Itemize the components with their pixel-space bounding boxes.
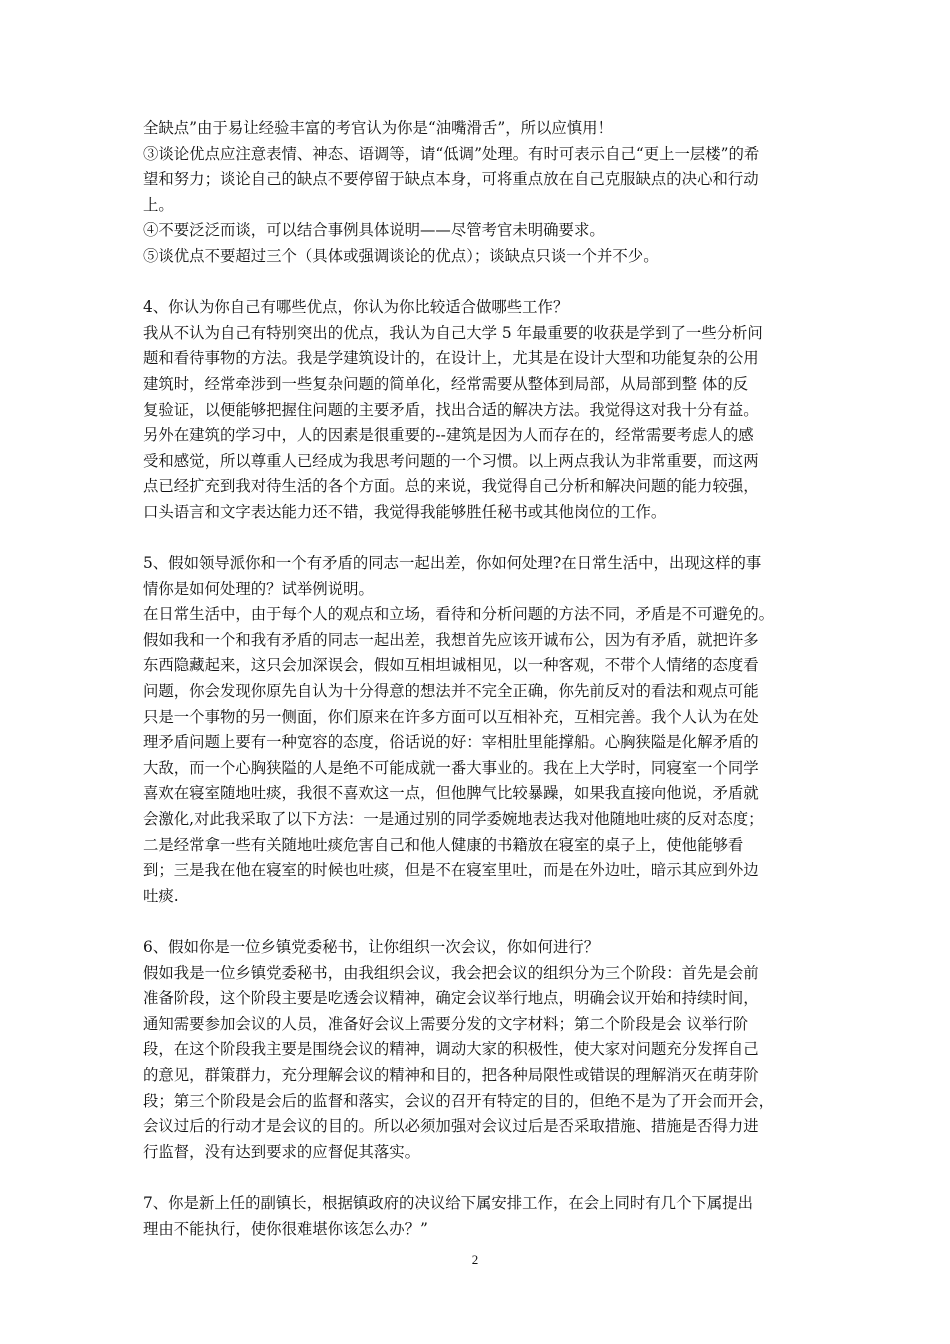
text-line: 到；三是我在他在寝室的时候也吐痰，但是不在寝室里吐，而是在外边吐，暗示其应到外边 [143, 861, 759, 880]
text-line: 喜欢在寝室随地吐痰，我很不喜欢这一点，但他脾气比较暴躁，如果我直接向他说，矛盾就 [143, 784, 759, 803]
question-heading: 理由不能执行，使你很难堪你该怎么办？” [143, 1219, 428, 1238]
paragraph-gap [143, 526, 811, 552]
text-line: 只是一个事物的另一侧面，你们原来在许多方面可以互相补充，互相完善。我个人认为在处 [143, 707, 759, 726]
text-line: 假如我和一个和我有矛盾的同志一起出差，我想首先应该开诚布公，因为有矛盾，就把许多 [143, 630, 759, 649]
text-line: 假如我是一位乡镇党委秘书，由我组织会议，我会把会议的组织分为三个阶段：首先是会前 [143, 963, 759, 982]
block-question-4 [143, 295, 811, 525]
text-line: 大敌，而一个心胸狭隘的人是绝不可能成就一番大事业的。我在上大学时，同寝室一个同学 [143, 758, 759, 777]
text-line: 二是经常拿一些有关随地吐痰危害自己和他人健康的书籍放在寝室的桌子上，使他能够看 [143, 835, 744, 854]
text-line: 在日常生活中，由于每个人的观点和立场，看待和分析问题的方法不同，矛盾是不可避免的。 [143, 605, 775, 624]
text-line: 吐痰. [143, 886, 179, 905]
block-question-7 [143, 1191, 811, 1242]
text-line: 问题，你会发现你原先自认为十分得意的想法并不完全正确，你先前反对的看法和观点可能 [143, 682, 759, 701]
text-line: 准备阶段，这个阶段主要是吃透会议精神，确定会议举行地点，明确会议开始和持续时间， [143, 989, 759, 1008]
document-body [143, 116, 811, 1242]
text-line: 受和感觉，所以尊重人已经成为我思考问题的一个习惯。以上两点我认为非常重要，而这两 [143, 451, 759, 470]
block-0 [143, 116, 811, 270]
question-heading: 6、假如你是一位乡镇党委秘书，让你组织一次会议，你如何进行？ [143, 938, 600, 956]
text-line: 的意见，群策群力，充分理解会议的精神和目的，把各种局限性或错误的理解消灭在萌芽阶 [143, 1065, 759, 1084]
block-question-5 [143, 551, 811, 909]
text-line: 行监督，没有达到要求的应督促其落实。 [143, 1142, 421, 1161]
text-line: 口头语言和文字表达能力还不错，我觉得我能够胜任秘书或其他岗位的工作。 [143, 502, 667, 521]
text-line: 题和看待事物的方法。我是学建筑设计的，在设计上，尤其是在设计大型和功能复杂的公用 [143, 349, 759, 368]
question-heading: 5、假如领导派你和一个有矛盾的同志一起出差，你如何处理?在日常生活中，出现这样的事 [143, 554, 762, 573]
text-line: 会议过后的行动才是会议的目的。所以必须加强对会议过后是否采取措施、措施是否得力进 [143, 1117, 759, 1136]
text-line: 理矛盾问题上要有一种宽容的态度，俗话说的好：宰相肚里能撑船。心胸狭隘是化解矛盾的 [143, 733, 759, 752]
text-line: 会激化,对此我采取了以下方法：一是通过别的同学委婉地表达我对他随地吐痰的反对态度； [143, 810, 764, 829]
text-line: 段；第三个阶段是会后的监督和落实，会议的召开有特定的目的，但绝不是为了开会而开会， [143, 1091, 775, 1110]
text-line: 我从不认为自己有特别突出的优点，我认为自己大学 5 年最重要的收获是学到了一些分析问 [143, 323, 763, 342]
text-line: 上。 [143, 195, 174, 214]
text-line: ⑤谈优点不要超过三个（具体或强调谈论的优点）；谈缺点只谈一个并不少。 [143, 246, 659, 265]
paragraph-gap [143, 1165, 811, 1191]
text-line: ④不要泛泛而谈，可以结合事例具体说明——尽管考官未明确要求。 [143, 221, 605, 240]
block-question-6 [143, 935, 811, 1165]
text-line: 建筑时，经常牵涉到一些复杂问题的简单化，经常需要从整体到局部，从局部到整 体的反 [143, 374, 749, 393]
text-line: 望和努力；谈论自己的缺点不要停留于缺点本身，可将重点放在自己克服缺点的决心和行动 [143, 170, 759, 189]
question-heading: 7、你是新上任的副镇长，根据镇政府的决议给下属安排工作，在会上同时有几个下属提出 [143, 1193, 754, 1212]
text-line: ③谈论优点应注意表情、神态、语调等，请“低调”处理。有时可表示自己“更上一层楼”的希 [143, 144, 760, 163]
text-line: 东西隐藏起来，这只会加深误会，假如互相坦诚相见，以一种客观，不带个人情绪的态度看 [143, 656, 759, 675]
text-line: 段，在这个阶段我主要是围绕会议的精神，调动大家的积极性，使大家对问题充分发挥自己 [143, 1040, 759, 1059]
paragraph-gap [143, 909, 811, 935]
question-heading: 情你是如何处理的？试举例说明。 [143, 579, 374, 598]
text-line: 另外在建筑的学习中，人的因素是很重要的--建筑是因为人而存在的，经常需要考虑人的感 [143, 426, 754, 445]
paragraph-gap [143, 270, 811, 296]
text-line: 点已经扩充到我对待生活的各个方面。总的来说，我觉得自己分析和解决问题的能力较强， [143, 477, 759, 496]
text-line: 复验证，以便能够把握住问题的主要矛盾，找出合适的解决方法。我觉得这对我十分有益。 [143, 400, 759, 419]
text-line: 全缺点”由于易让经验丰富的考官认为你是“油嘴滑舌”，所以应慎用！ [143, 119, 613, 137]
question-heading: 4、你认为你自己有哪些优点，你认为你比较适合做哪些工作？ [143, 298, 569, 317]
page-number: 2 [471, 1252, 479, 1267]
text-line: 通知需要参加会议的人员，准备好会议上需要分发的文字材料；第二个阶段是会 议举行阶 [143, 1014, 749, 1033]
